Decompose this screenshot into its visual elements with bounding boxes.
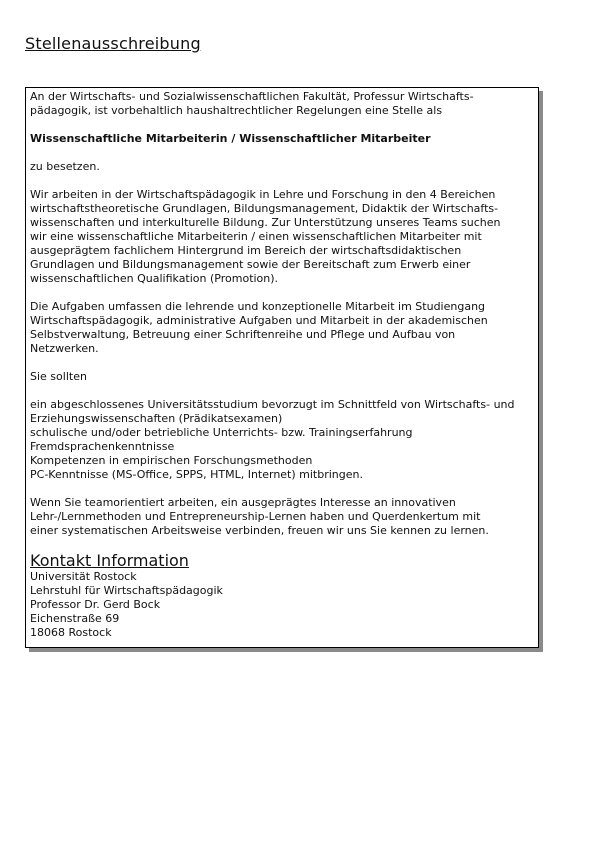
contact-address bbox=[30, 570, 534, 640]
address-line: 18068 Rostock bbox=[30, 626, 112, 639]
work-line: wirtschaftstheoretische Grundlagen, Bildungsmanagement, Didaktik der Wirtschafts- bbox=[30, 202, 499, 215]
address-line: Lehrstuhl für Wirtschaftspädagogik bbox=[30, 584, 223, 597]
work-line: wissenschaftlichen Qualifikation (Promotion). bbox=[30, 272, 279, 285]
closing-paragraph bbox=[30, 496, 534, 538]
tasks-paragraph bbox=[30, 300, 534, 356]
to-fill-text: zu besetzen. bbox=[30, 160, 100, 173]
intro-line: An der Wirtschafts- und Sozialwissenschaftlichen Fakultät, Professur Wirtschafts- bbox=[30, 90, 474, 103]
work-line: wir eine wissenschaftliche Mitarbeiterin / einen wissenschaftlichen Mitarbeiter mit bbox=[30, 230, 482, 243]
requirement-item: ein abgeschlossenes Universitätsstudium bevorzugt im Schnittfeld von Wirtschafts- und bbox=[30, 398, 515, 411]
tasks-line: Wirtschaftspädagogik, administrative Aufgaben und Mitarbeit in der akademischen bbox=[30, 314, 488, 327]
contact-heading: Kontakt Information bbox=[30, 551, 189, 570]
tasks-line: Die Aufgaben umfassen die lehrende und konzeptionelle Mitarbeit im Studiengang bbox=[30, 300, 486, 313]
page-title: Stellenausschreibung bbox=[25, 34, 201, 53]
job-posting-box bbox=[25, 87, 539, 648]
tasks-line: Selbstverwaltung, Betreuung einer Schriftenreihe und Pflege und Aufbau von bbox=[30, 328, 456, 341]
work-line: Wir arbeiten in der Wirtschaftspädagogik in Lehre und Forschung in den 4 Bereichen bbox=[30, 188, 496, 201]
intro-line: pädagogik, ist vorbehaltlich haushaltrechtlicher Regelungen eine Stelle als bbox=[30, 104, 443, 117]
address-line: Universität Rostock bbox=[30, 570, 137, 583]
requirement-item: Fremdsprachenkenntnisse bbox=[30, 440, 175, 453]
work-line: wissenschaften und interkulturelle Bildung. Zur Unterstützung unseres Teams suchen bbox=[30, 216, 501, 229]
address-line: Professor Dr. Gerd Bock bbox=[30, 598, 161, 611]
intro-paragraph bbox=[30, 90, 534, 118]
requirement-item: Kompetenzen in empirischen Forschungsmethoden bbox=[30, 454, 313, 467]
requirement-item: Erziehungswissenschaften (Prädikatsexamen) bbox=[30, 412, 283, 425]
closing-line: Lehr-/Lernmethoden und Entrepreneurship-Lernen haben und Querdenkertum mit bbox=[30, 510, 481, 523]
tasks-line: Netzwerken. bbox=[30, 342, 99, 355]
closing-line: einer systematischen Arbeitsweise verbinden, freuen wir uns Sie kennen zu lernen. bbox=[30, 524, 489, 537]
closing-line: Wenn Sie teamorientiert arbeiten, ein ausgeprägtes Interesse an innovativen bbox=[30, 496, 456, 509]
position-title: Wissenschaftliche Mitarbeiterin / Wissenschaftlicher Mitarbeiter bbox=[30, 132, 431, 145]
you-should-text: Sie sollten bbox=[30, 370, 87, 383]
requirements-list bbox=[30, 398, 534, 482]
work-line: Grundlagen und Bildungsmanagement sowie der Bereitschaft zum Erwerb einer bbox=[30, 258, 471, 271]
requirement-item: PC-Kenntnisse (MS-Office, SPPS, HTML, Internet) mitbringen. bbox=[30, 468, 363, 481]
address-line: Eichenstraße 69 bbox=[30, 612, 120, 625]
requirement-item: schulische und/oder betriebliche Unterrichts- bzw. Trainingserfahrung bbox=[30, 426, 413, 439]
work-paragraph bbox=[30, 188, 534, 286]
work-line: ausgeprägtem fachlichem Hintergrund im Bereich der wirtschaftsdidaktischen bbox=[30, 244, 462, 257]
